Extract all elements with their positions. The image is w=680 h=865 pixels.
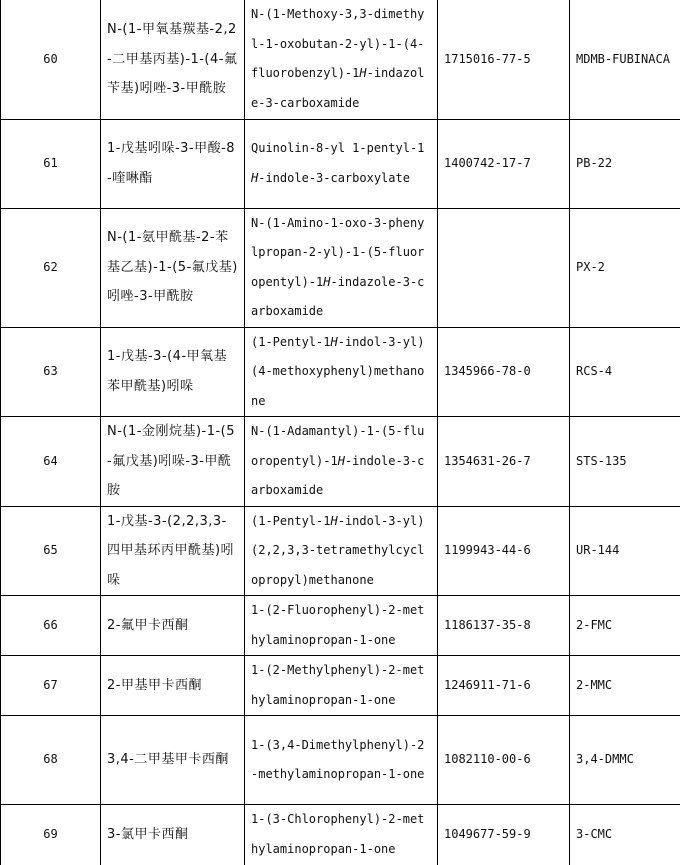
english-name-part: -indole-3-carboxamide [251,454,424,498]
chinese-name-cell: 3-氯甲卡西酮 [101,805,245,865]
english-name-part: 1-(3,4-Dimethylphenyl)-2-methylaminopropan-1-one [251,738,424,782]
chinese-name-cell: 2-甲基甲卡西酮 [101,656,245,716]
english-name-cell [245,417,438,507]
table-body [1,0,680,865]
cas-number-cell [438,208,570,327]
abbreviation-cell: UR-144 [570,506,680,596]
cas-number-cell: 1354631-26-7 [438,417,570,507]
english-name-part: (1-Pentyl-1 [251,335,330,349]
english-name-part: N-(1-Methoxy-3,3-dimethyl-1-oxobutan-2-yl)-1-(4-fluorobenzyl)-1 [251,7,424,80]
serial-number-cell: 66 [1,596,101,656]
table-row [1,716,680,805]
serial-number-cell: 69 [1,805,101,865]
chinese-name-cell: N-(1-氨甲酰基-2-苯基乙基)-1-(5-氟戊基)吲唑-3-甲酰胺 [101,208,245,327]
english-name-part: -indol-3-yl)(2,2,3,3-tetramethylcyclopropyl)methanone [251,514,424,587]
abbreviation-cell: 3-CMC [570,805,680,865]
serial-number-cell: 62 [1,208,101,327]
serial-number-cell: 63 [1,327,101,417]
english-name-part: -indol-3-yl)(4-methoxyphenyl)methanone [251,335,424,408]
serial-number-cell: 60 [1,0,101,119]
cas-number-cell: 1049677-59-9 [438,805,570,865]
serial-number-cell: 68 [1,716,101,805]
abbreviation-cell: PB-22 [570,119,680,208]
abbreviation-cell: MDMB-FUBINACA [570,0,680,119]
abbreviation-cell: 2-MMC [570,656,680,716]
english-name-part: 1-(2-Methylphenyl)-2-methylaminopropan-1-one [251,663,424,707]
chinese-name-cell: N-(1-甲氧基羰基-2,2-二甲基丙基)-1-(4-氟苄基)吲唑-3-甲酰胺 [101,0,245,119]
abbreviation-cell: STS-135 [570,417,680,507]
table-row [1,208,680,327]
cas-number-cell: 1082110-00-6 [438,716,570,805]
table-row [1,327,680,417]
cas-number-cell: 1345966-78-0 [438,327,570,417]
english-name-cell [245,0,438,119]
italic-h-label: H [323,275,330,289]
serial-number-cell: 65 [1,506,101,596]
chinese-name-cell: 1-戊基-3-(2,2,3,3-四甲基环丙甲酰基)吲哚 [101,506,245,596]
english-name-part: -indazole-3-carboxamide [251,66,424,110]
table-row [1,656,680,716]
italic-h-label: H [338,454,345,468]
italic-h-label: H [251,171,258,185]
english-name-cell [245,208,438,327]
english-name-part: -indazole-3-carboxamide [251,275,424,319]
table-row [1,596,680,656]
italic-h-label: H [330,335,337,349]
cas-number-cell: 1400742-17-7 [438,119,570,208]
english-name-part: Quinolin-8-yl 1-pentyl-1 [251,141,424,155]
english-name-cell [245,119,438,208]
english-name-part: N-(1-Adamantyl)-1-(5-fluoropentyl)-1 [251,424,424,468]
abbreviation-cell: RCS-4 [570,327,680,417]
chinese-name-cell: 3,4-二甲基甲卡西酮 [101,716,245,805]
table-row [1,417,680,507]
cas-number-cell: 1186137-35-8 [438,596,570,656]
english-name-cell [245,656,438,716]
english-name-part: 1-(3-Chlorophenyl)-2-methylaminopropan-1-one [251,812,424,856]
english-name-part: N-(1-Amino-1-oxo-3-phenylpropan-2-yl)-1-(5-fluoropentyl)-1 [251,216,424,289]
serial-number-cell: 61 [1,119,101,208]
table-row [1,506,680,596]
serial-number-cell: 64 [1,417,101,507]
italic-h-label: H [330,514,337,528]
table-row [1,805,680,865]
abbreviation-cell: 2-FMC [570,596,680,656]
english-name-part: -indole-3-carboxylate [258,171,410,185]
chinese-name-cell: 1-戊基吲哚-3-甲酸-8-喹啉酯 [101,119,245,208]
english-name-cell [245,506,438,596]
abbreviation-cell: 3,4-DMMC [570,716,680,805]
english-name-cell [245,327,438,417]
chinese-name-cell: 1-戊基-3-(4-甲氧基苯甲酰基)吲哚 [101,327,245,417]
serial-number-cell: 67 [1,656,101,716]
english-name-cell [245,805,438,865]
table-row [1,119,680,208]
italic-h-label: H [359,66,366,80]
chinese-name-cell: 2-氟甲卡西酮 [101,596,245,656]
cas-number-cell: 1199943-44-6 [438,506,570,596]
cas-number-cell: 1715016-77-5 [438,0,570,119]
abbreviation-cell: PX-2 [570,208,680,327]
english-name-part: (1-Pentyl-1 [251,514,330,528]
english-name-part: 1-(2-Fluorophenyl)-2-methylaminopropan-1-one [251,603,424,647]
english-name-cell [245,596,438,656]
chinese-name-cell: N-(1-金刚烷基)-1-(5-氟戊基)吲哚-3-甲酰胺 [101,417,245,507]
table-row [1,0,680,119]
cas-number-cell: 1246911-71-6 [438,656,570,716]
english-name-cell [245,716,438,805]
